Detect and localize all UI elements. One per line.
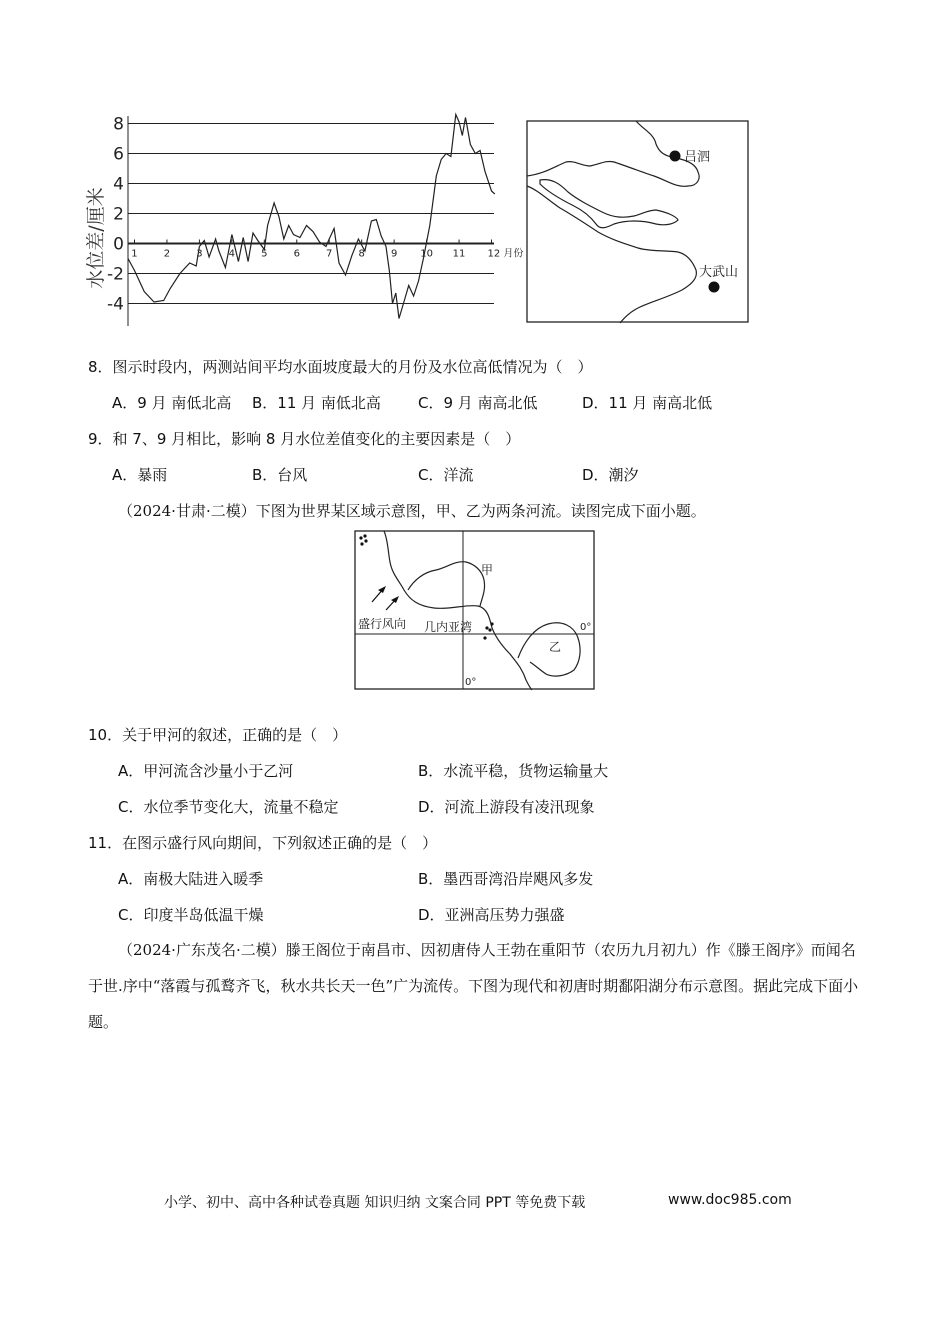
x-tick-label: 2 (163, 248, 171, 260)
footer-url[interactable]: www.doc985.com (668, 1192, 792, 1208)
place1-marker (670, 151, 681, 162)
y-axis-label: 水位差/厘米 (85, 187, 107, 289)
q10-option-c[interactable]: C．水位季节变化大，流量不稳定 (118, 798, 339, 816)
y-tick-label: -2 (107, 264, 124, 285)
q9-stem: 9．和 7、9 月相比，影响 8 月水位差值变化的主要因素是（ ） (88, 430, 521, 448)
y-tick-label: 4 (113, 174, 124, 195)
q10-option-a[interactable]: A．甲河流含沙量小于乙河 (118, 762, 294, 780)
x-tick-label: 6 (293, 248, 300, 260)
x-tick-label: 7 (326, 248, 333, 260)
q8-option-a[interactable]: A．9 月 南低北高 (112, 394, 232, 412)
west-africa-map (354, 530, 596, 692)
gulf-label: 几内亚湾 (424, 620, 473, 634)
x-tick-label: 4 (228, 248, 236, 260)
place1-label: 吕泗 (684, 150, 711, 165)
q8-option-b[interactable]: B．11 月 南低北高 (252, 394, 381, 412)
x-tick-label: 3 (196, 248, 203, 260)
x-tick-label: 9 (390, 248, 398, 260)
q10-option-d[interactable]: D．河流上游段有凌汛现象 (418, 798, 595, 816)
q9-option-d[interactable]: D．潮汐 (582, 466, 639, 484)
chart-ticks (107, 115, 523, 315)
wind-label: 盛行风向 (358, 617, 407, 631)
coast-map-1 (526, 120, 750, 324)
q9-option-a[interactable]: A．暴雨 (112, 466, 168, 484)
x-tick-label: 5 (261, 248, 268, 260)
x-tick-label: 11 (452, 248, 466, 260)
latitude-label: 0° (580, 622, 592, 633)
longitude-label: 0° (465, 677, 477, 688)
map2-frame (355, 531, 594, 689)
q8-option-c[interactable]: C．9 月 南高北低 (418, 394, 538, 412)
y-tick-label: 0 (113, 234, 124, 255)
river-b-label: 乙 (549, 640, 562, 654)
series-line (128, 115, 495, 319)
x-tick-label: 8 (358, 248, 365, 260)
river-a-label: 甲 (481, 563, 494, 577)
chart-grid (128, 116, 494, 326)
q8-stem: 8．图示时段内，两测站间平均水面坡度最大的月份及水位高低情况为（ ） (88, 358, 593, 376)
x-tick-label: 1 (131, 248, 138, 260)
q9-option-b[interactable]: B．台风 (252, 466, 308, 484)
y-tick-label: 8 (113, 114, 124, 135)
y-tick-label: 6 (113, 144, 124, 165)
x-tick-label: 12 月份 (487, 248, 524, 260)
place2-label: 大武山 (699, 265, 739, 280)
q9-option-c[interactable]: C．洋流 (418, 466, 474, 484)
y-tick-label: 2 (113, 204, 124, 225)
q10-stem: 10．关于甲河的叙述，正确的是（ ） (88, 726, 348, 744)
q11-option-a[interactable]: A．南极大陆进入暖季 (118, 870, 264, 888)
q11-option-c[interactable]: C．印度半岛低温干燥 (118, 906, 264, 924)
footer-text: 小学、初中、高中各种试卷真题 知识归纳 文案合同 PPT 等免费下载 (164, 1195, 586, 1211)
y-tick-label: -4 (107, 294, 124, 315)
intro-guangdong: （2024·广东茂名·二模）滕王阁位于南昌市、因初唐侍人王勃在重阳节（农历九月初九）作《滕王阁序》而闻名于世.序中“落霞与孤鹜齐飞，秋水共长天一色”广为流传。下图为现代和初唐时期鄱阳湖分布示意图。据此完成下面小题。 (88, 941, 859, 1031)
q11-option-b[interactable]: B．墨西哥湾沿岸飓风多发 (418, 870, 594, 888)
q11-stem: 11．在图示盛行风向期间，下列叙述正确的是（ ） (88, 834, 438, 852)
q11-option-d[interactable]: D．亚洲高压势力强盛 (418, 906, 565, 924)
q8-option-d[interactable]: D．11 月 南高北低 (582, 394, 713, 412)
x-tick-label: 10 (420, 248, 433, 260)
q10-option-b[interactable]: B．水流平稳，货物运输量大 (418, 762, 609, 780)
water-level-chart (80, 108, 524, 333)
intro-gansu: （2024·甘肃·二模）下图为世界某区域示意图，甲、乙为两条河流。读图完成下面小题。 (118, 502, 706, 520)
place2-marker (709, 282, 720, 293)
